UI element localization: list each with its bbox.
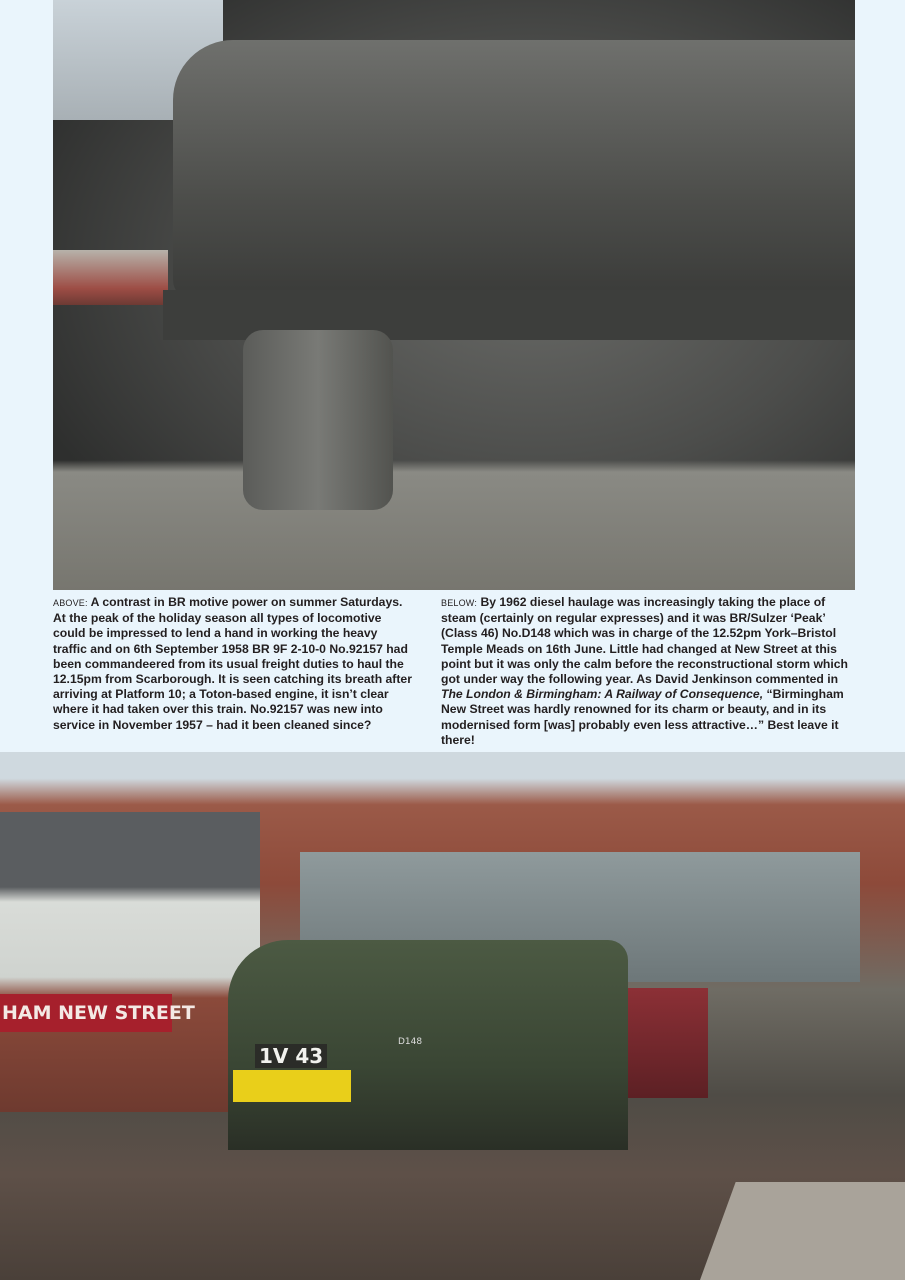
loco-number: D148	[398, 1037, 423, 1047]
photo-diesel-peak-d148	[0, 752, 905, 1280]
caption-lead-below: BELOW:	[441, 598, 478, 608]
locomotive-boiler	[173, 40, 855, 300]
photo-steam-locomotive-92157	[53, 0, 855, 590]
locomotive-cylinder	[243, 330, 393, 510]
signal-box	[0, 812, 260, 1112]
platform	[700, 1182, 905, 1280]
book-title: The London & Birmingham: A Railway of Consequence,	[441, 687, 764, 702]
yellow-warning-panel	[233, 1070, 351, 1102]
maroon-coaches	[628, 988, 708, 1098]
headcode: 1V 43	[255, 1044, 327, 1068]
caption-quote: “Birmingham New Street was hardly renowned for its charm or beauty, and in its modernised form [was] probably even less attractive…” Best leave it there!	[441, 687, 844, 747]
caption-lead-above: ABOVE:	[53, 598, 88, 608]
caption-below	[441, 595, 861, 748]
caption-text-above: A contrast in BR motive power on summer Saturdays. At the peak of the holiday season all types of locomotive could be impressed to lend a hand in working the heavy traffic and on 6th September 1958 BR 9F 2-10-0 No.92157 had been commandeered from its usual freight duties to haul the 12.15pm from Scarborough. It is seen catching its breath after arriving at Platform 10; a Toton-based engine, it isn’t clear where it had taken over this train. No.92157 was new into service in November 1957 – had it been cleaned since?	[53, 595, 412, 732]
background-coach	[53, 250, 168, 305]
caption-text-below: By 1962 diesel haulage was increasingly taking the place of steam (certainly on regular expresses) and it was BR/Sulzer ‘Peak’ (Class 46) No.D148 which was in charge of the 12.52pm York–Bristol Temple Meads on 16th June. Little had changed at New Street at this point but it was only the calm before the reconstructional storm which got under way the following year. As David Jenkinson commented in	[441, 595, 848, 687]
caption-above	[53, 595, 413, 733]
station-sign: HAM NEW STREET	[0, 994, 172, 1032]
